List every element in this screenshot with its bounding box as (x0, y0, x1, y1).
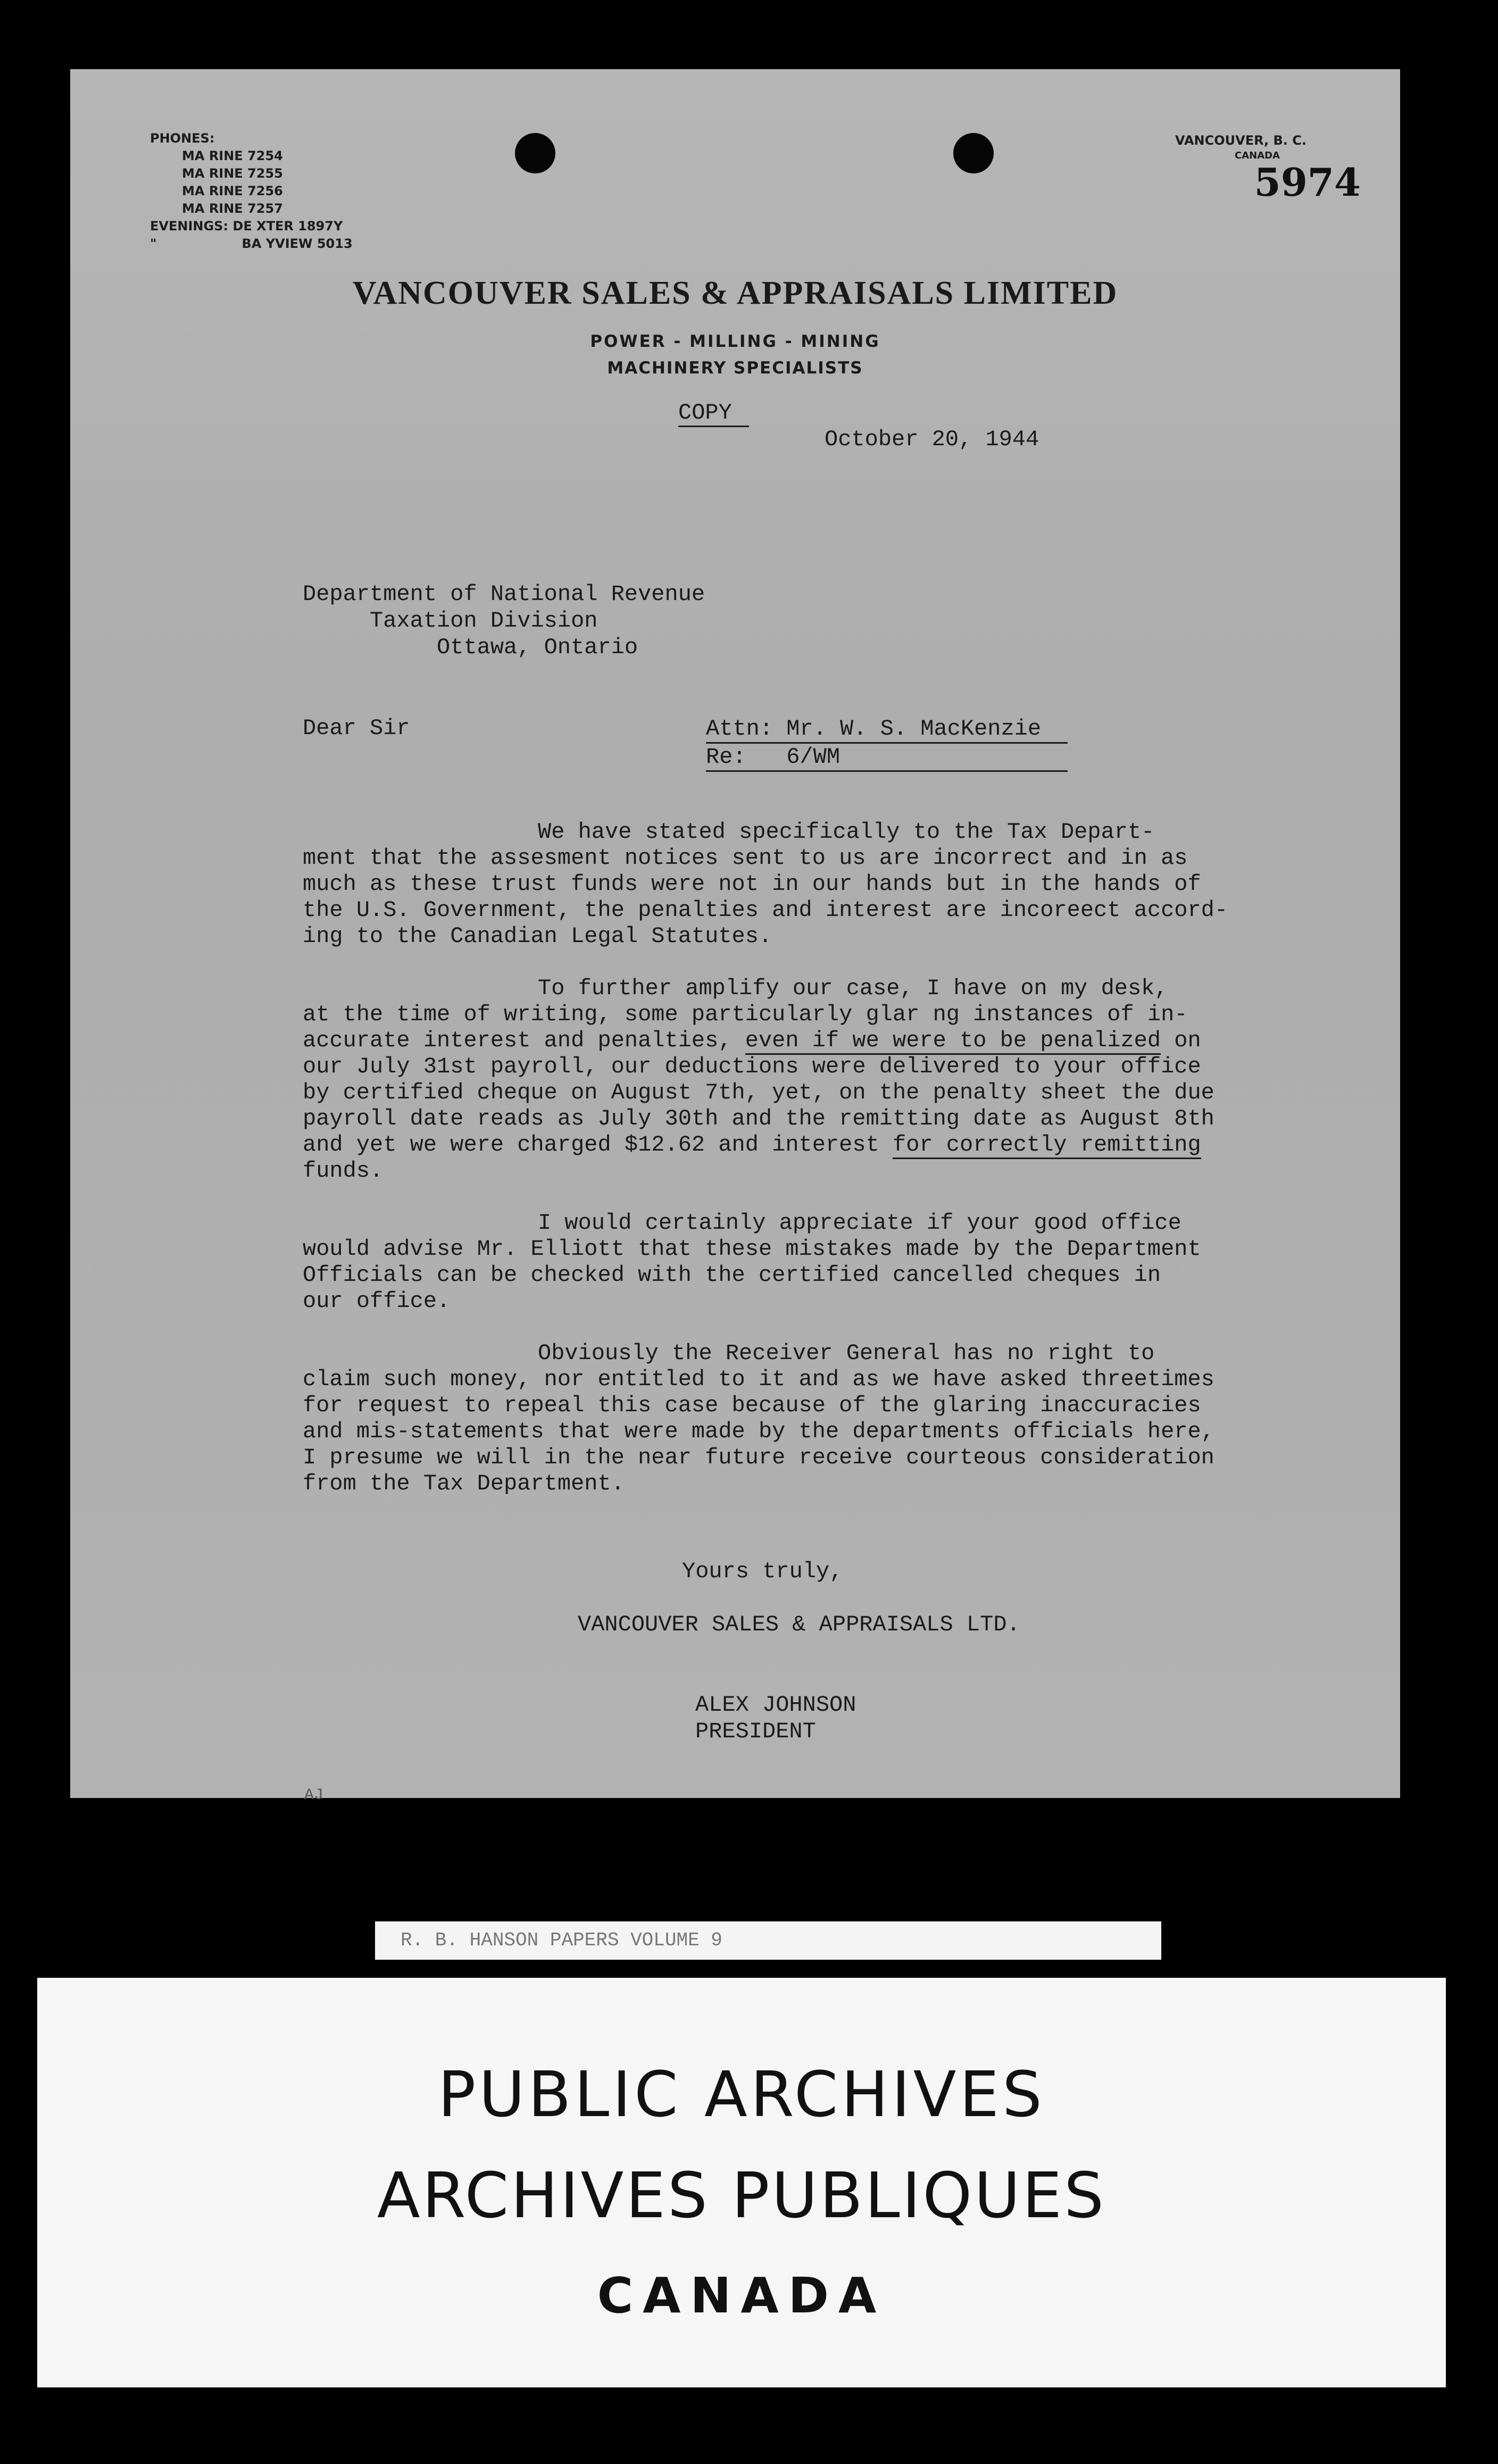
evening-number: DE XTER 1897Y (232, 219, 343, 234)
body-line: funds. (303, 1158, 384, 1184)
body-line: by certified cheque on August 7th, yet, on the penalty sheet the due (303, 1080, 1214, 1105)
copy-mark: COPY (678, 400, 749, 426)
archive-line-country: CANADA (597, 2267, 886, 2324)
body-line: Obviously the Receiver General has no right to (538, 1341, 1155, 1366)
archive-line-english: PUBLIC ARCHIVES (438, 2058, 1045, 2131)
location: VANCOUVER, B. C. (1175, 133, 1306, 148)
body-line: ing to the Canadian Legal Statutes. (303, 923, 772, 949)
body-line: I presume we will in the near future receive courteous consideration (303, 1445, 1214, 1470)
phone-number: MA RINE 7257 (182, 201, 283, 216)
paragraph (303, 976, 1271, 1184)
attention-block (706, 715, 1068, 772)
phone-number: MA RINE 7254 (182, 148, 283, 163)
underlined-text: even if we were to be penalized (745, 1028, 1161, 1055)
phone-block (150, 130, 353, 253)
body-line: the U.S. Government, the penalties and interest are incoreect accord- (303, 897, 1228, 923)
archive-stamp (37, 1978, 1446, 2387)
reference-line: Re: 6/WM (706, 744, 1068, 772)
evenings-label: EVENINGS: (150, 219, 229, 234)
paragraph (303, 1210, 1271, 1314)
body-line: We have stated specifically to the Tax Depart- (538, 819, 1155, 845)
body-line: claim such money, nor entitled to it and as we have asked threetimes (303, 1367, 1214, 1392)
punch-hole-right (953, 133, 994, 173)
body-line: and yet we were charged $12.62 and interest for correctly remitting (303, 1132, 1271, 1158)
body-line: accurate interest and penalties, even if we were to be penalized on (303, 1028, 1271, 1054)
typist-initials: AJ (304, 1786, 324, 1804)
tagline-secondary: MACHINERY SPECIALISTS (607, 359, 863, 378)
letter-page (70, 69, 1400, 1804)
ditto-mark: " (150, 236, 157, 251)
body-line: for request to repeal this case because of the glaring inaccuracies (303, 1393, 1201, 1418)
body-line: from the Tax Department. (303, 1471, 625, 1496)
phones-label: PHONES: (150, 131, 215, 146)
location-block (1175, 133, 1306, 161)
company-signature: VANCOUVER SALES & APPRAISALS LTD. (578, 1612, 1020, 1637)
paragraph (303, 819, 1271, 950)
body-line: would advise Mr. Elliott that these mistakes made by the Department (303, 1236, 1201, 1262)
body-line: payroll date reads as July 30th and the remitting date as August 8th (303, 1106, 1214, 1131)
body-line: and mis-statements that were made by the departments officials here, (303, 1419, 1214, 1444)
signer-name: ALEX JOHNSON (695, 1692, 856, 1718)
address-line: Department of National Revenue (303, 581, 705, 607)
recipient-address (303, 581, 705, 661)
signer-title: PRESIDENT (695, 1719, 816, 1744)
attention-line: Attn: Mr. W. S. MacKenzie (706, 715, 1068, 744)
letter-date: October 20, 1944 (825, 427, 1039, 452)
archive-line-french: ARCHIVES PUBLIQUES (377, 2159, 1106, 2232)
phone-number: MA RINE 7256 (182, 184, 283, 198)
signer-block (695, 1692, 856, 1745)
evening-number: BA YVIEW 5013 (242, 236, 353, 251)
address-line: Taxation Division (303, 608, 598, 634)
closing: Yours truly, (682, 1559, 843, 1584)
country: CANADA (1234, 150, 1280, 161)
company-name: VANCOUVER SALES & APPRAISALS LIMITED (352, 275, 1118, 311)
tagline-primary: POWER - MILLING - MINING (590, 332, 880, 351)
underlined-text: for correctly remitting (893, 1132, 1201, 1159)
folio-number: 5974 (1254, 160, 1361, 205)
body-line: I would certainly appreciate if your good office (538, 1210, 1181, 1236)
paragraph (303, 1341, 1271, 1497)
body-line: ment that the assesment notices sent to us are incorrect and in as (303, 845, 1188, 871)
address-line: Ottawa, Ontario (303, 635, 638, 660)
letter-body (303, 819, 1271, 1523)
body-line: much as these trust funds were not in our hands but in the hands of (303, 871, 1201, 897)
body-line: at the time of writing, some particularly glar ng instances of in- (303, 1002, 1188, 1027)
body-line: To further amplify our case, I have on my desk, (538, 976, 1168, 1001)
punch-hole-left (515, 133, 555, 173)
phone-number: MA RINE 7255 (182, 166, 283, 181)
archive-reference-label: R. B. HANSON PAPERS VOLUME 9 (375, 1921, 1161, 1960)
body-line: Officials can be checked with the certified cancelled cheques in (303, 1262, 1161, 1288)
body-line: our July 31st payroll, our deductions were delivered to your office (303, 1054, 1201, 1079)
body-line: our office. (303, 1288, 451, 1314)
salutation: Dear Sir (303, 715, 410, 741)
